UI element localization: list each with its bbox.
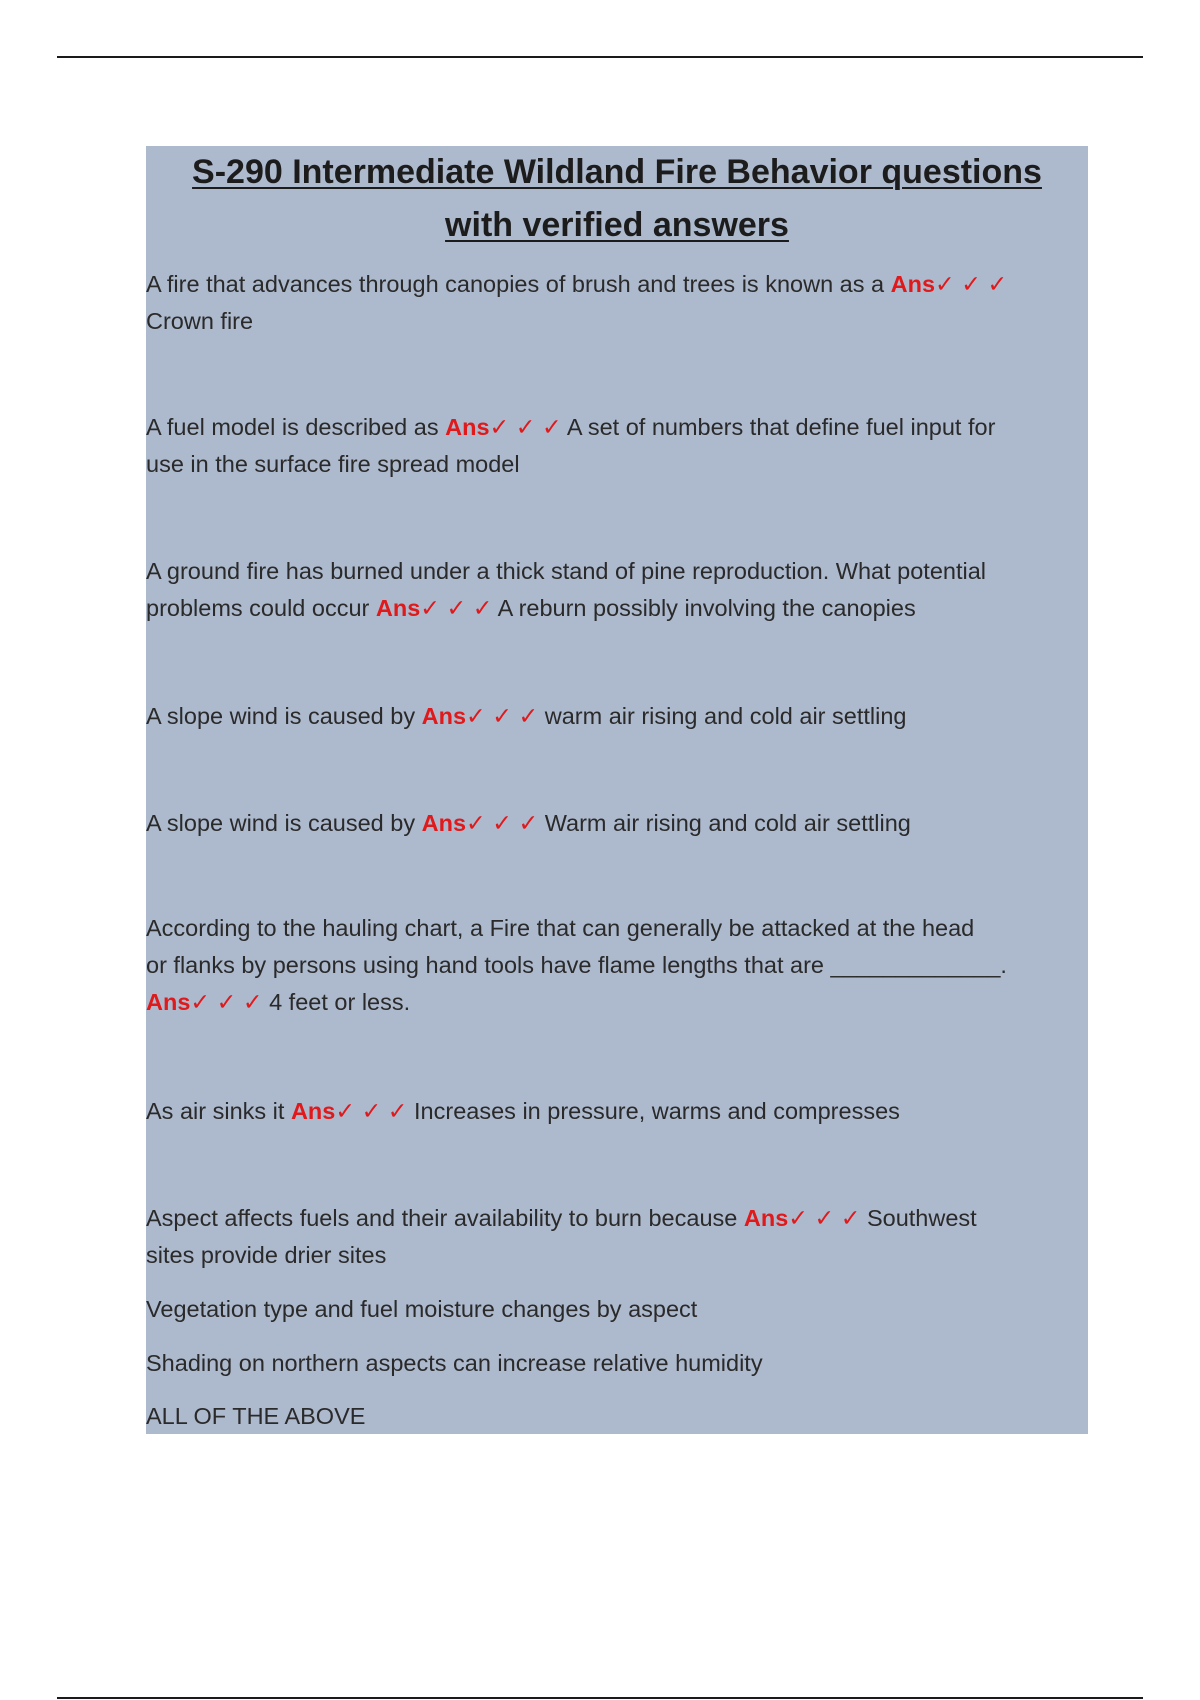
answer-text: Warm air rising and cold air settling <box>538 810 911 836</box>
answer-marker: Ans <box>421 703 467 729</box>
check-marks: ✓ ✓ ✓ <box>935 271 1008 297</box>
question-text: Aspect affects fuels and their availability to burn because <box>146 1205 744 1231</box>
document-title <box>146 146 1088 252</box>
qa-item-6-line-3 <box>146 984 1106 1021</box>
answer-text: Increases in pressure, warms and compresses <box>407 1098 900 1124</box>
qa-item-7-line-1 <box>146 1093 1106 1130</box>
question-text: A slope wind is caused by <box>146 810 422 836</box>
question-text-continued: or flanks by persons using hand tools have flame lengths that are _____________. <box>146 952 1007 978</box>
qa-item-8-line-1 <box>146 1200 1106 1237</box>
answer-text: warm air rising and cold air settling <box>538 703 907 729</box>
question-text: A fuel model is described as <box>146 414 446 440</box>
answer-marker: Ans <box>146 989 191 1015</box>
qa-item-2 <box>146 409 1106 483</box>
answer-text: A reburn possibly involving the canopies <box>492 595 916 621</box>
document-panel <box>146 146 1088 1434</box>
answer-option-text: Shading on northern aspects can increase relative humidity <box>146 1350 763 1376</box>
header-rule <box>57 56 1143 58</box>
qa-item-2-line-1 <box>146 409 1106 446</box>
check-marks: ✓ ✓ ✓ <box>788 1205 861 1231</box>
check-marks: ✓ ✓ ✓ <box>335 1098 408 1124</box>
answer-marker: Ans <box>290 1098 336 1124</box>
qa-item-6 <box>146 910 1106 1021</box>
qa-item-4 <box>146 698 1106 735</box>
answer-option-3 <box>146 1398 1106 1435</box>
footer-rule <box>57 1697 1143 1699</box>
qa-item-1-line-1 <box>146 266 1106 303</box>
check-marks: ✓ ✓ ✓ <box>420 595 493 621</box>
answer-option-text: Vegetation type and fuel moisture changes by aspect <box>146 1296 698 1322</box>
qa-item-4-line-1 <box>146 698 1106 735</box>
answer-option-2 <box>146 1345 1106 1382</box>
answer-marker: Ans <box>421 810 467 836</box>
question-text-continued: problems could occur <box>146 595 376 621</box>
qa-item-1 <box>146 266 1106 340</box>
check-marks: ✓ ✓ ✓ <box>466 703 539 729</box>
answer-marker: Ans <box>743 1205 789 1231</box>
question-text: According to the hauling chart, a Fire that can generally be attacked at the head <box>146 915 975 941</box>
qa-item-5 <box>146 805 1106 842</box>
qa-item-3-line-2 <box>146 590 1106 627</box>
answer-text: A set of numbers that define fuel input for <box>561 414 996 440</box>
title-line-2: with verified answers <box>445 206 789 244</box>
answer-marker: Ans <box>890 271 936 297</box>
check-marks: ✓ ✓ ✓ <box>489 414 562 440</box>
check-marks: ✓ ✓ ✓ <box>190 989 263 1015</box>
answer-text-continued: use in the surface fire spread model <box>146 451 520 477</box>
question-text: A slope wind is caused by <box>146 703 422 729</box>
answer-option-text: ALL OF THE ABOVE <box>146 1403 366 1429</box>
answer-text: Crown fire <box>146 308 254 334</box>
qa-item-3 <box>146 553 1106 627</box>
qa-item-5-line-1 <box>146 805 1106 842</box>
question-text: A ground fire has burned under a thick stand of pine reproduction. What potential <box>146 558 987 584</box>
answer-marker: Ans <box>445 414 490 440</box>
answer-text: 4 feet or less. <box>262 989 411 1015</box>
qa-item-7 <box>146 1093 1106 1130</box>
answer-option-1 <box>146 1291 1106 1328</box>
answer-text: Southwest <box>860 1205 977 1231</box>
qa-item-8 <box>146 1200 1106 1274</box>
check-marks: ✓ ✓ ✓ <box>466 810 539 836</box>
answer-text-continued: sites provide drier sites <box>146 1242 387 1268</box>
answer-marker: Ans <box>375 595 421 621</box>
question-text: As air sinks it <box>146 1098 291 1124</box>
title-line-1: S-290 Intermediate Wildland Fire Behavior questions <box>192 153 1042 191</box>
question-text: A fire that advances through canopies of brush and trees is known as a <box>146 271 891 297</box>
